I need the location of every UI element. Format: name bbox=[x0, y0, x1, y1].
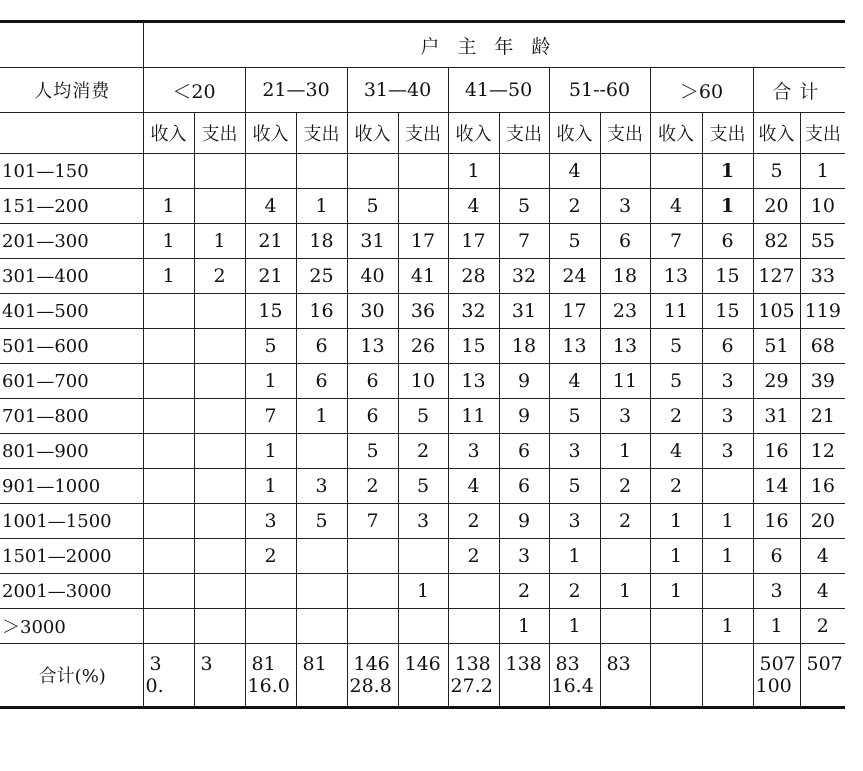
table-cell: 14 bbox=[753, 469, 800, 504]
expense-subheader: 支出 bbox=[702, 113, 753, 154]
table-cell: 1 bbox=[296, 399, 347, 434]
table-cell: 3 bbox=[549, 434, 600, 469]
table-cell bbox=[194, 329, 245, 364]
table-cell: 32 bbox=[499, 259, 549, 294]
total-percent-cell bbox=[398, 675, 448, 708]
row-label: 201—300 bbox=[0, 224, 143, 259]
table-cell bbox=[600, 154, 650, 189]
row-label: 1001—1500 bbox=[0, 504, 143, 539]
table-cell: 1 bbox=[245, 364, 296, 399]
table-cell bbox=[143, 399, 194, 434]
table-cell: 6 bbox=[753, 539, 800, 574]
total-count-cell: 81 bbox=[245, 644, 296, 676]
table-cell: 4 bbox=[650, 189, 702, 224]
expense-subheader: 支出 bbox=[499, 113, 549, 154]
table-cell bbox=[194, 364, 245, 399]
table-cell bbox=[143, 364, 194, 399]
table-cell: 7 bbox=[499, 224, 549, 259]
table-cell bbox=[245, 609, 296, 644]
row-label: 801—900 bbox=[0, 434, 143, 469]
income-subheader: 收入 bbox=[650, 113, 702, 154]
table-cell: 55 bbox=[800, 224, 845, 259]
income-subheader: 收入 bbox=[753, 113, 800, 154]
table-cell: 2 bbox=[398, 434, 448, 469]
table-cell bbox=[296, 539, 347, 574]
table-cell: 5 bbox=[347, 189, 398, 224]
table-cell: 40 bbox=[347, 259, 398, 294]
table-cell: 119 bbox=[800, 294, 845, 329]
table-cell bbox=[296, 574, 347, 609]
table-row bbox=[0, 609, 845, 644]
table-cell bbox=[194, 504, 245, 539]
row-label: 501—600 bbox=[0, 329, 143, 364]
table-cell: 1 bbox=[702, 539, 753, 574]
age-group-header: ＜20 bbox=[143, 68, 245, 113]
table-cell bbox=[143, 294, 194, 329]
table-cell: 2 bbox=[245, 539, 296, 574]
table-cell: 18 bbox=[296, 224, 347, 259]
income-subheader: 收入 bbox=[549, 113, 600, 154]
corner-cell bbox=[0, 22, 143, 68]
header-row-income-expense bbox=[0, 113, 845, 154]
total-percent-cell bbox=[600, 675, 650, 708]
table-cell: 6 bbox=[296, 329, 347, 364]
row-label: 301—400 bbox=[0, 259, 143, 294]
table-cell: 2 bbox=[448, 504, 499, 539]
table-cell: 6 bbox=[499, 469, 549, 504]
table-cell: 5 bbox=[549, 399, 600, 434]
table-cell: 3 bbox=[398, 504, 448, 539]
total-percent-cell bbox=[800, 675, 845, 708]
table-cell: 39 bbox=[800, 364, 845, 399]
table-cell: 3 bbox=[296, 469, 347, 504]
table-cell: 3 bbox=[600, 399, 650, 434]
table-cell: 17 bbox=[398, 224, 448, 259]
table-cell: 20 bbox=[800, 504, 845, 539]
table-cell: 13 bbox=[549, 329, 600, 364]
table-cell bbox=[650, 609, 702, 644]
table-cell: 13 bbox=[347, 329, 398, 364]
table-cell: 29 bbox=[753, 364, 800, 399]
table-cell bbox=[143, 539, 194, 574]
table-cell bbox=[143, 574, 194, 609]
table-cell bbox=[194, 469, 245, 504]
row-label: 101—150 bbox=[0, 154, 143, 189]
table-cell: 105 bbox=[753, 294, 800, 329]
table-cell bbox=[296, 154, 347, 189]
table-cell bbox=[194, 399, 245, 434]
table-row bbox=[0, 224, 845, 259]
total-label: 合计(%) bbox=[0, 644, 143, 708]
age-group-header: 21—30 bbox=[245, 68, 347, 113]
total-percent-cell: 16.4 bbox=[549, 675, 600, 708]
table-cell: 1 bbox=[800, 154, 845, 189]
table-cell: 2 bbox=[650, 469, 702, 504]
total-percent-cell bbox=[499, 675, 549, 708]
table-cell: 2 bbox=[650, 399, 702, 434]
table-cell: 36 bbox=[398, 294, 448, 329]
table-cell: 32 bbox=[448, 294, 499, 329]
table-cell: 24 bbox=[549, 259, 600, 294]
total-count-cell: 507 bbox=[800, 644, 845, 676]
table-cell: 10 bbox=[398, 364, 448, 399]
table-cell: 5 bbox=[347, 434, 398, 469]
total-percent-cell: 28.8 bbox=[347, 675, 398, 708]
total-percent-cell bbox=[650, 675, 702, 708]
table-cell: 15 bbox=[702, 259, 753, 294]
table-cell: 1 bbox=[194, 224, 245, 259]
table-cell: 5 bbox=[499, 189, 549, 224]
table-cell bbox=[499, 154, 549, 189]
table-cell: 16 bbox=[753, 434, 800, 469]
table-cell: 13 bbox=[600, 329, 650, 364]
table-cell: 2 bbox=[549, 574, 600, 609]
table-cell: 5 bbox=[650, 364, 702, 399]
table-cell: 15 bbox=[245, 294, 296, 329]
table-cell: 1 bbox=[702, 504, 753, 539]
table-cell bbox=[143, 434, 194, 469]
table-cell bbox=[347, 609, 398, 644]
table-row bbox=[0, 574, 845, 609]
table-cell: 16 bbox=[753, 504, 800, 539]
table-cell bbox=[650, 154, 702, 189]
row-label: 151—200 bbox=[0, 189, 143, 224]
table-cell: 3 bbox=[245, 504, 296, 539]
age-group-header: 31—40 bbox=[347, 68, 448, 113]
age-group-header: 51--60 bbox=[549, 68, 650, 113]
table-cell bbox=[398, 539, 448, 574]
table-cell: 33 bbox=[800, 259, 845, 294]
total-percent-cell: 16.0 bbox=[245, 675, 296, 708]
table-row bbox=[0, 154, 845, 189]
table-cell: 5 bbox=[398, 469, 448, 504]
row-header-label: 人均消费 bbox=[0, 68, 143, 113]
total-count-cell: 3 bbox=[143, 644, 194, 676]
table-cell: 68 bbox=[800, 329, 845, 364]
table-cell: 5 bbox=[549, 469, 600, 504]
table-cell bbox=[600, 609, 650, 644]
header-row-age-groups bbox=[0, 68, 845, 113]
table-cell: 2 bbox=[194, 259, 245, 294]
table-cell: 6 bbox=[499, 434, 549, 469]
age-group-title: 户主年龄 bbox=[143, 22, 845, 68]
table-cell: 21 bbox=[245, 259, 296, 294]
table-cell bbox=[245, 154, 296, 189]
total-count-cell bbox=[650, 644, 702, 676]
table-cell: 25 bbox=[296, 259, 347, 294]
total-count-cell: 138 bbox=[499, 644, 549, 676]
table-cell: 16 bbox=[800, 469, 845, 504]
table-cell: 1 bbox=[549, 539, 600, 574]
consumption-by-age-table bbox=[0, 20, 845, 709]
table-row bbox=[0, 539, 845, 574]
age-group-header: 41—50 bbox=[448, 68, 549, 113]
table-row bbox=[0, 434, 845, 469]
table-cell: 6 bbox=[296, 364, 347, 399]
table-cell: 1 bbox=[650, 504, 702, 539]
table-cell: 1 bbox=[702, 609, 753, 644]
table-cell: 1 bbox=[143, 259, 194, 294]
table-cell: 5 bbox=[753, 154, 800, 189]
table-cell: 1 bbox=[702, 189, 753, 224]
table-cell: 5 bbox=[398, 399, 448, 434]
table-cell bbox=[398, 154, 448, 189]
table-cell: 6 bbox=[347, 364, 398, 399]
table-cell bbox=[702, 574, 753, 609]
total-percent-cell bbox=[194, 675, 245, 708]
table-cell: 1 bbox=[549, 609, 600, 644]
table-cell bbox=[245, 574, 296, 609]
table-cell: 2 bbox=[549, 189, 600, 224]
table-cell: 9 bbox=[499, 364, 549, 399]
table-cell: 3 bbox=[753, 574, 800, 609]
table-cell: 6 bbox=[600, 224, 650, 259]
table-cell: 30 bbox=[347, 294, 398, 329]
table-cell: 3 bbox=[600, 189, 650, 224]
table-cell bbox=[448, 609, 499, 644]
row-label: 1501—2000 bbox=[0, 539, 143, 574]
table-cell bbox=[296, 434, 347, 469]
table-cell bbox=[194, 189, 245, 224]
table-cell: 1 bbox=[499, 609, 549, 644]
expense-subheader: 支出 bbox=[800, 113, 845, 154]
table-cell: 4 bbox=[549, 154, 600, 189]
table-cell: 13 bbox=[448, 364, 499, 399]
total-percent-cell: 0. bbox=[143, 675, 194, 708]
table-cell: 3 bbox=[702, 399, 753, 434]
age-group-header: 合计 bbox=[753, 68, 845, 113]
table-cell: 21 bbox=[245, 224, 296, 259]
row-label: 401—500 bbox=[0, 294, 143, 329]
table-cell: 18 bbox=[600, 259, 650, 294]
table-cell: 5 bbox=[549, 224, 600, 259]
table-cell bbox=[143, 329, 194, 364]
table-cell bbox=[143, 154, 194, 189]
table-cell: 4 bbox=[800, 574, 845, 609]
table-row bbox=[0, 329, 845, 364]
row-label: 601—700 bbox=[0, 364, 143, 399]
table-cell bbox=[347, 154, 398, 189]
table-cell: 51 bbox=[753, 329, 800, 364]
table-row bbox=[0, 364, 845, 399]
table-cell: 17 bbox=[448, 224, 499, 259]
table-cell: 2 bbox=[600, 469, 650, 504]
table-cell: 1 bbox=[702, 154, 753, 189]
table-cell: 6 bbox=[702, 224, 753, 259]
table-cell: 3 bbox=[448, 434, 499, 469]
expense-subheader: 支出 bbox=[194, 113, 245, 154]
subheader-spacer bbox=[0, 113, 143, 154]
income-subheader: 收入 bbox=[347, 113, 398, 154]
table-cell: 31 bbox=[753, 399, 800, 434]
table-cell: 11 bbox=[650, 294, 702, 329]
table-cell: 6 bbox=[347, 399, 398, 434]
table-cell: 1 bbox=[650, 539, 702, 574]
table-cell: 4 bbox=[245, 189, 296, 224]
table-cell bbox=[398, 189, 448, 224]
table-cell: 18 bbox=[499, 329, 549, 364]
table-cell bbox=[600, 539, 650, 574]
row-label: ＞3000 bbox=[0, 609, 143, 644]
table-cell: 4 bbox=[448, 189, 499, 224]
table-row bbox=[0, 504, 845, 539]
total-percent-cell: 27.2 bbox=[448, 675, 499, 708]
table-cell: 4 bbox=[549, 364, 600, 399]
table-cell bbox=[194, 539, 245, 574]
age-group-header: ＞60 bbox=[650, 68, 753, 113]
table-cell: 15 bbox=[448, 329, 499, 364]
total-count-cell: 81 bbox=[296, 644, 347, 676]
total-count-cell: 138 bbox=[448, 644, 499, 676]
table-cell: 3 bbox=[549, 504, 600, 539]
table-row bbox=[0, 294, 845, 329]
table-cell: 4 bbox=[650, 434, 702, 469]
table-cell: 3 bbox=[702, 434, 753, 469]
table-cell: 7 bbox=[347, 504, 398, 539]
expense-subheader: 支出 bbox=[398, 113, 448, 154]
table-cell bbox=[448, 574, 499, 609]
table-cell: 1 bbox=[143, 224, 194, 259]
table-cell bbox=[143, 469, 194, 504]
table-cell: 1 bbox=[245, 434, 296, 469]
table-cell bbox=[347, 539, 398, 574]
table-cell: 2 bbox=[600, 504, 650, 539]
table-cell bbox=[702, 469, 753, 504]
table-cell bbox=[347, 574, 398, 609]
expense-subheader: 支出 bbox=[600, 113, 650, 154]
table-cell: 31 bbox=[499, 294, 549, 329]
table-cell: 15 bbox=[702, 294, 753, 329]
table-cell: 1 bbox=[600, 434, 650, 469]
table-cell: 17 bbox=[549, 294, 600, 329]
table-cell: 23 bbox=[600, 294, 650, 329]
income-subheader: 收入 bbox=[143, 113, 194, 154]
table-cell bbox=[194, 294, 245, 329]
table-row bbox=[0, 469, 845, 504]
table-cell: 1 bbox=[296, 189, 347, 224]
table-cell bbox=[194, 574, 245, 609]
table-cell: 1 bbox=[650, 574, 702, 609]
total-count-cell: 507 bbox=[753, 644, 800, 676]
table-cell bbox=[194, 154, 245, 189]
table-row bbox=[0, 259, 845, 294]
total-count-cell bbox=[702, 644, 753, 676]
table-cell: 4 bbox=[448, 469, 499, 504]
table-cell: 7 bbox=[245, 399, 296, 434]
row-label: 2001—3000 bbox=[0, 574, 143, 609]
total-count-cell: 83 bbox=[549, 644, 600, 676]
total-count-cell: 83 bbox=[600, 644, 650, 676]
income-subheader: 收入 bbox=[245, 113, 296, 154]
table-cell: 1 bbox=[600, 574, 650, 609]
table-cell: 10 bbox=[800, 189, 845, 224]
table-cell: 21 bbox=[800, 399, 845, 434]
row-label: 701—800 bbox=[0, 399, 143, 434]
header-row-title bbox=[0, 22, 845, 68]
table-cell: 6 bbox=[702, 329, 753, 364]
table-row bbox=[0, 189, 845, 224]
table-row bbox=[0, 399, 845, 434]
table-cell: 28 bbox=[448, 259, 499, 294]
table-cell: 2 bbox=[499, 574, 549, 609]
table-cell: 26 bbox=[398, 329, 448, 364]
table-cell: 9 bbox=[499, 504, 549, 539]
total-count-cell: 146 bbox=[347, 644, 398, 676]
table-cell bbox=[398, 609, 448, 644]
table-cell: 41 bbox=[398, 259, 448, 294]
table-cell bbox=[296, 609, 347, 644]
table-cell: 1 bbox=[398, 574, 448, 609]
table-cell bbox=[143, 609, 194, 644]
table-cell: 4 bbox=[800, 539, 845, 574]
total-row-counts bbox=[0, 644, 845, 676]
total-percent-cell: 100 bbox=[753, 675, 800, 708]
table-cell: 16 bbox=[296, 294, 347, 329]
row-label: 901—1000 bbox=[0, 469, 143, 504]
total-percent-cell bbox=[296, 675, 347, 708]
table-cell: 1 bbox=[245, 469, 296, 504]
table-cell: 5 bbox=[245, 329, 296, 364]
table-cell: 12 bbox=[800, 434, 845, 469]
table-cell: 13 bbox=[650, 259, 702, 294]
table-cell: 1 bbox=[753, 609, 800, 644]
table-cell: 11 bbox=[600, 364, 650, 399]
income-subheader: 收入 bbox=[448, 113, 499, 154]
table-cell: 3 bbox=[702, 364, 753, 399]
table-cell: 2 bbox=[347, 469, 398, 504]
table-cell: 127 bbox=[753, 259, 800, 294]
table-cell: 2 bbox=[448, 539, 499, 574]
table-cell: 31 bbox=[347, 224, 398, 259]
table-cell: 5 bbox=[650, 329, 702, 364]
table-cell: 5 bbox=[296, 504, 347, 539]
table-cell bbox=[194, 609, 245, 644]
table-cell: 1 bbox=[143, 189, 194, 224]
table-cell: 3 bbox=[499, 539, 549, 574]
table-cell bbox=[143, 504, 194, 539]
table-cell: 7 bbox=[650, 224, 702, 259]
table-cell: 20 bbox=[753, 189, 800, 224]
total-count-cell: 146 bbox=[398, 644, 448, 676]
table-cell: 2 bbox=[800, 609, 845, 644]
table-cell: 82 bbox=[753, 224, 800, 259]
total-count-cell: 3 bbox=[194, 644, 245, 676]
expense-subheader: 支出 bbox=[296, 113, 347, 154]
table-cell: 11 bbox=[448, 399, 499, 434]
table-cell: 1 bbox=[448, 154, 499, 189]
table-cell bbox=[194, 434, 245, 469]
total-percent-cell bbox=[702, 675, 753, 708]
table-cell: 9 bbox=[499, 399, 549, 434]
